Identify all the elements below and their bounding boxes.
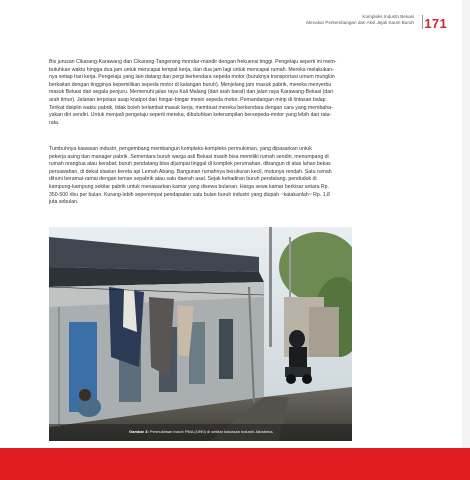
text-line: dihuni beramai-ramai dengan teman sepabrik atau satu daerah asal. Sejak kehadiran buruh pendatang, penduduk di xyxy=(49,176,317,183)
page-number: 171 xyxy=(424,16,447,31)
photo-caption xyxy=(129,429,274,434)
header-subtitle: Menakar Perkembangan dan Aksi Jejak Kaum Buruh xyxy=(306,20,414,25)
text-line: Tumbuhnya kawasan industri, pengembang membangun kompleks-kompleks permukiman, yang dipasarkan untuk xyxy=(49,146,312,152)
text-line: rata. xyxy=(49,119,60,126)
photo-illustration xyxy=(49,227,352,441)
text-line: juta sebulan. xyxy=(49,199,79,206)
caption-text: Permukiman buruh PMA (1990) di sekitar kawasan industri Jababeka. xyxy=(149,429,274,434)
text-line: 350-500 ribu per bulan. Kurang-lebih seperempat pendapatan satu bulan buruh industri yang diupah ~katakanlah~ Rp. 1,8 xyxy=(49,191,330,198)
text-line: persawahan, di dekat stasiun kereta api Lemah Abang. Bangunan rumahnya berukuran kecil, mutunya rendah. Satu rumah xyxy=(49,168,332,175)
text-line: rumah orangtua atau kerabat; buruh pendatang bisa dijumpai tinggal di komplek perumahan, dibangun di atas lahan bekas xyxy=(49,161,331,168)
running-header xyxy=(306,14,414,26)
text-line: yakan diri sendiri. Untuk menjadi pengelaju seperti mereka, dibutuhkan keterampilan bersepeda-motor yang lebih dari rata- xyxy=(49,112,332,119)
header-divider xyxy=(422,15,423,29)
text-line: Bis jurusan Cikarang-Karawang dan Cikarang-Tangerang mondar-mandir dengan frekuensi tinggi. Pengelaju seperti ini mem- xyxy=(49,59,337,65)
text-line: butuhkan waktu hingga dua jam untuk mencapai tempat kerja, dan dua jam lagi untuk mencapai rumah. Mereka melakukan- xyxy=(49,66,334,73)
text-line: berkaitan dengan tingginya kepemilikan sepeda motor di kalangan buruh). Menjelang jam masuk pabrik, mereka menyerbu xyxy=(49,81,332,88)
text-line: nya setiap hari kerja. Pengelaju yang lain datang dan pergi berkendara sepeda motor (buruknya transportasi umum mungkin xyxy=(49,74,335,81)
text-line: masuk Bekasi dari segala penjuru. Memenuhi jalan raya Kali Malang (dari arah barat) dan jalan raya Karawang-Bekasi (dari xyxy=(49,89,334,96)
paragraph-1 xyxy=(49,59,348,127)
photo-housing-alley xyxy=(49,227,352,441)
page-edge-strip xyxy=(462,0,470,448)
text-line: arah timur). Jalanan terpolasi asap knalpot dan hingar-bingar mesin sepeda motor. Pemandangan mirip di lintasan balap. xyxy=(49,96,327,103)
text-line: kampung-kampung sekitar pabrik untuk menawarkan kamar yang disewa bulanan. Harga sewa kamar berkisar antara Rp. xyxy=(49,183,329,190)
paragraph-2 xyxy=(49,146,348,207)
caption-label: Gambar 3: xyxy=(129,429,149,434)
header-title: Kompleks Industri Bekasi xyxy=(362,14,414,19)
text-line: pekerja asing dan manager pabrik. Sementara buruh warga asli Bekasi masih bisa memiliki rumah sendiri, menumpang di xyxy=(49,153,329,160)
footer-bar xyxy=(0,448,470,480)
text-line: Terikat disiplin waktu pabrik, tidak boleh terlambat masuk kerja, membuat mereka berkendara dengan cara yang membaha- xyxy=(49,104,333,111)
